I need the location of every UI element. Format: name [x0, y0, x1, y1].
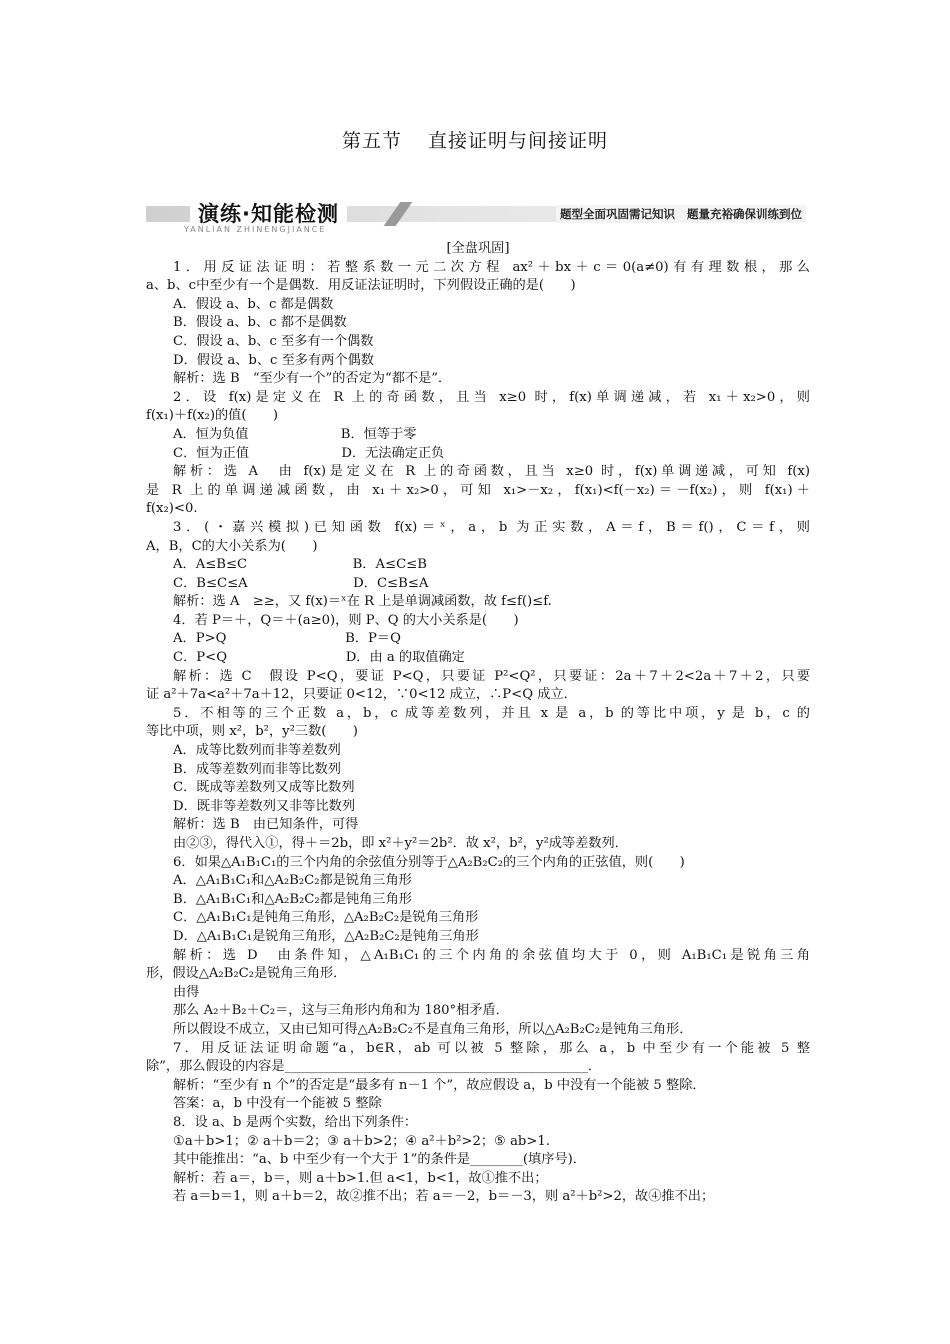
text-line: A．恒为负值 B．恒等于零 [173, 426, 417, 442]
text-line: 由得 [173, 984, 200, 1000]
text-line: 7．用反证法证明命题“a，b∈R，ab 可以被 5 整除，那么 a，b 中至少有一个能被 5 整 [173, 1040, 810, 1056]
text-line: ①a＋b>1；② a＋b＝2；③ a＋b>2；④ a²＋b²>2；⑤ ab>1. [173, 1133, 551, 1149]
text-line: D．假设 a、b、c 至多有两个偶数 [173, 352, 374, 368]
text-line: 1．用反证法证明：若整系数一元二次方程 ax²＋bx＋c＝0(a≠0)有有理数根，那么 [173, 259, 810, 275]
text-line: C．既成等差数列又成等比数列 [173, 780, 355, 796]
section-name: 直接证明与间接证明 [428, 130, 609, 152]
text-line: 除”，那么假设的内容是______________________________________________． [146, 1059, 602, 1075]
text-line: f(x₂)<0. [146, 501, 198, 517]
banner-slogan-2: 题量充裕确保训练到位 [687, 207, 802, 221]
text-line: D．既非等差数列又非等比数列 [173, 798, 356, 814]
text-line: 2．设 f(x)是定义在 R 上的奇函数，且当 x≥0 时，f(x)单调递减，若 x₁＋x₂>0，则 [173, 389, 810, 405]
section-number: 第五节 [341, 130, 402, 152]
text-line: A．P>Q B．P＝Q [173, 631, 401, 647]
text-line: A．A≤B≤C B．A≤C≤B [173, 557, 427, 573]
page-title [0, 126, 950, 153]
text-line: 解析：若 a＝，b＝，则 a＋b>1.但 a<1，b<1，故①推不出； [173, 1170, 548, 1186]
text-line: 其中能推出：“a、b 中至少有一个大于 1”的条件是________(填序号)． [173, 1152, 586, 1168]
text-line: B．假设 a、b、c 都不是偶数 [173, 315, 347, 331]
document-body [146, 240, 810, 1207]
text-line: 是 R 上的单调递减函数，由 x₁＋x₂>0，可知 x₁>－x₂，f(x₁)<f(－x₂)＝－f(x₂)，则 f(x₁)＋ [146, 482, 810, 498]
text-line: 所以假设不成立，又由已知可得△A₂B₂C₂不是直角三角形，所以△A₂B₂C₂是钝角三角形． [173, 1021, 693, 1037]
text-line: 那么 A₂＋B₂＋C₂＝，这与三角形内角和为 180°相矛盾． [173, 1003, 509, 1019]
text-line: 6．如果△A₁B₁C₁的三个内角的余弦值分别等于△A₂B₂C₂的三个内角的正弦值，则( ) [173, 854, 685, 870]
text-line: D．△A₁B₁C₁是锐角三角形，△A₂B₂C₂是钝角三角形 [173, 928, 479, 944]
text-line: A．假设 a、b、c 都是偶数 [173, 296, 334, 312]
text-line: 等比中项，则 x²，b²，y²三数( ) [146, 724, 358, 740]
text-line: C．恒为正值 D．无法确定正负 [173, 445, 445, 461]
text-line: 解析：选 C 假设 P<Q，要证 P<Q，只要证 P²<Q²，只要证：2a＋7＋2<2a＋7＋2，只要 [173, 668, 810, 684]
text-line: 解析：“至少有 n 个”的否定是“最多有 n－1 个”，故应假设 a，b 中没有一个能被 5 整除． [173, 1077, 706, 1093]
text-line: 解析：选 D 由条件知，△A₁B₁C₁的三个内角的余弦值均大于 0，则 A₁B₁C₁是锐角三角 [173, 947, 810, 963]
text-line: 证 a²＋7a<a²＋7a＋12，只要证 0<12，∵0<12 成立，∴P<Q 成立． [146, 687, 577, 703]
section-banner [146, 198, 806, 236]
banner-heading: 演练·知能检测 [190, 198, 347, 228]
text-line: 若 a＝b＝1，则 a＋b＝2，故②推不出；若 a＝－2，b＝－3，则 a²＋b²>2，故④推不出； [173, 1189, 715, 1205]
text-line: 解析：选 B “至少有一个”的否定为“都不是”． [173, 371, 452, 387]
section-label: [全盘巩固] [446, 241, 510, 256]
text-line: 形，假设△A₂B₂C₂是锐角三角形． [146, 966, 347, 982]
text-line: A，B，C的大小关系为( ) [146, 538, 318, 554]
text-line: 4．若 P＝＋，Q＝＋(a≥0)，则 P、Q 的大小关系是( ) [173, 612, 519, 628]
text-lines [146, 259, 810, 1207]
text-line: 由②③，得代入①，得＋＝2b，即 x²＋y²＝2b²．故 x²，b²，y²成等差数列． [173, 836, 628, 851]
text-line: a、b、c中至少有一个是偶数．用反证法证明时，下列假设正确的是( ) [146, 278, 576, 294]
text-line: C．P<Q D．由 a 的取值确定 [173, 650, 465, 666]
text-line: f(x₁)＋f(x₂)的值( ) [146, 408, 279, 424]
banner-pinyin: YANLIAN ZHINENGJIANCE [184, 225, 327, 234]
text-line: C．假设 a、b、c 至多有一个偶数 [173, 333, 374, 349]
text-line: 解析：选 A ≥≥，又 f(x)＝ˣ在 R 上是单调减函数，故 f≤f()≤f. [173, 594, 552, 610]
text-line: A．△A₁B₁C₁和△A₂B₂C₂都是锐角三角形 [173, 873, 412, 889]
text-line: 解析：选 A 由 f(x)是定义在 R 上的奇函数，且当 x≥0 时，f(x)单调递减，可知 f(x) [173, 464, 810, 480]
banner-slogan [556, 205, 806, 223]
text-line: 5．不相等的三个正数 a，b，c 成等差数列，并且 x 是 a，b 的等比中项，y 是 b，c 的 [173, 705, 810, 721]
text-line: C．B≤C≤A D．C≤B≤A [173, 575, 429, 591]
text-line: B．成等差数列而非等比数列 [173, 761, 341, 777]
text-line: C．△A₁B₁C₁是钝角三角形，△A₂B₂C₂是锐角三角形 [173, 910, 479, 926]
text-line: B．△A₁B₁C₁和△A₂B₂C₂都是钝角三角形 [173, 891, 412, 907]
text-line: 8．设 a、b 是两个实数，给出下列条件： [173, 1114, 418, 1130]
text-line: 3．(・嘉兴模拟)已知函数 f(x)＝ˣ，a，b 为正实数，A＝f，B＝f()，C＝f，则 [173, 519, 810, 535]
text-line: A．成等比数列而非等差数列 [173, 743, 341, 759]
banner-slogan-1: 题型全面巩固需记知识 [560, 207, 675, 221]
text-line: 答案：a，b 中没有一个能被 5 整除 [173, 1096, 382, 1112]
text-line: 解析：选 B 由已知条件，可得 [173, 817, 359, 833]
